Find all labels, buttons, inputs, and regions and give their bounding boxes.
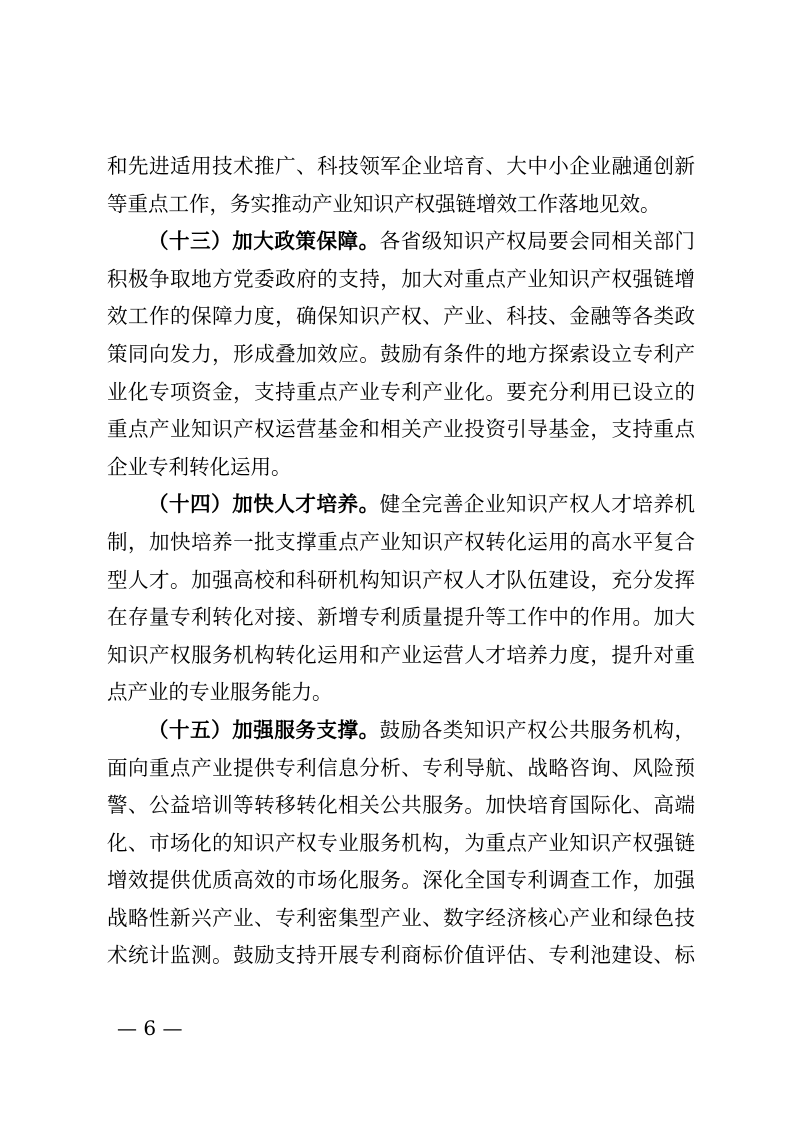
text-line: 在存量专利转化对接、新增专利质量提升等工作中的作用。加大 (107, 605, 695, 630)
text-line: 型人才。加强高校和科研机构知识产权人才队伍建设，充分发挥 (107, 567, 695, 592)
paragraph-section-15 (107, 712, 695, 975)
section-first-line (107, 486, 695, 524)
section-heading: （十三）加大政策保障。 (148, 229, 380, 254)
paragraph-section-13 (107, 223, 695, 486)
text-line: 警、公益培训等转移转化相关公共服务。加快培育国际化、高端 (107, 793, 695, 818)
text-line: 重点产业知识产权运营基金和相关产业投资引导基金，支持重点 (107, 417, 695, 442)
text-line: 和先进适用技术推广、科技领军企业培育、大中小企业融通创新 (107, 154, 695, 178)
text-line: 制，加快培养一批支撑重点产业知识产权转化运用的高水平复合 (107, 529, 695, 554)
text-line: 等重点工作，务实推动产业知识产权强链增效工作落地见效。 (107, 191, 661, 216)
document-body (107, 148, 695, 975)
text-line: 术统计监测。鼓励支持开展专利商标价值评估、专利池建设、标 (107, 943, 695, 968)
text-line: 增效提供优质高效的市场化服务。深化全国专利调查工作，加强 (107, 868, 695, 893)
section-text: 鼓励各类知识产权公共服务机构， (379, 717, 696, 742)
text-line: 策同向发力，形成叠加效应。鼓励有条件的地方探索设立专利产 (107, 341, 695, 366)
section-text: 各省级知识产权局要会同相关部门 (379, 229, 696, 254)
paragraph-continuation (107, 148, 695, 223)
text-line: 积极争取地方党委政府的支持，加大对重点产业知识产权强链增 (107, 266, 695, 291)
text-line: 化、市场化的知识产权专业服务机构，为重点产业知识产权强链 (107, 830, 695, 855)
section-heading: （十四）加快人才培养。 (148, 492, 380, 517)
text-line: 战略性新兴产业、专利密集型产业、数字经济核心产业和绿色技 (107, 905, 695, 930)
section-first-line (107, 223, 695, 261)
text-line: 知识产权服务机构转化运用和产业运营人才培养力度，提升对重 (107, 642, 695, 667)
text-line: 点产业的专业服务能力。 (107, 680, 333, 705)
section-text: 健全完善企业知识产权人才培养机 (379, 492, 696, 517)
text-line: 面向重点产业提供专利信息分析、专利导航、战略咨询、风险预 (107, 755, 695, 780)
section-first-line (107, 712, 695, 750)
section-heading: （十五）加强服务支撑。 (148, 717, 380, 742)
text-line: 效工作的保障力度，确保知识产权、产业、科技、金融等各类政 (107, 304, 695, 329)
text-line: 企业专利转化运用。 (107, 454, 292, 479)
page-number: — 6 — (117, 1016, 183, 1040)
paragraph-section-14 (107, 486, 695, 712)
text-line: 业化专项资金，支持重点产业专利产业化。要充分利用已设立的 (107, 379, 695, 404)
